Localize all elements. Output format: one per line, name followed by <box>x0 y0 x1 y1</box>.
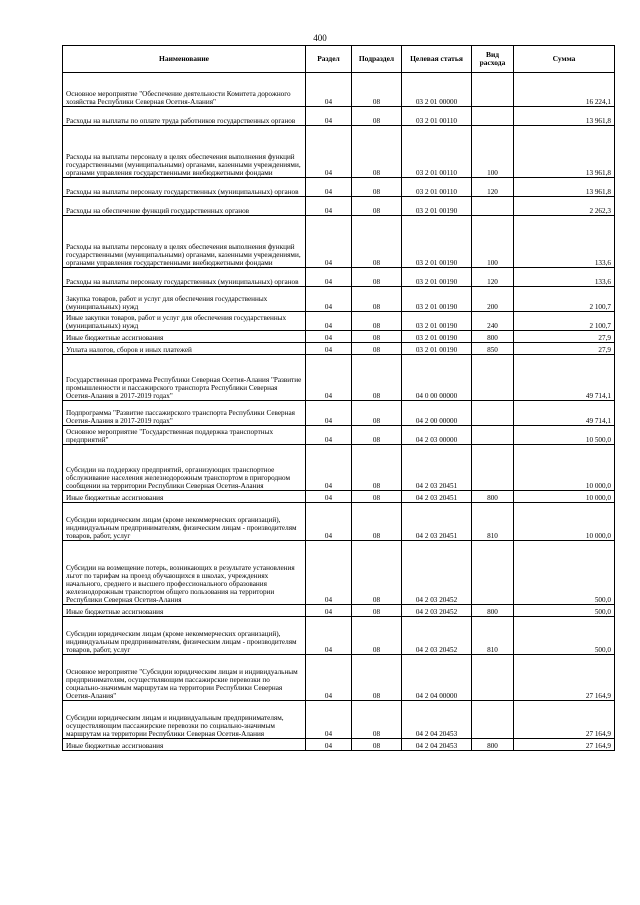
row-podrazdel: 08 <box>352 178 402 197</box>
row-razdel: 04 <box>306 331 352 343</box>
header-razdel: Раздел <box>306 46 352 73</box>
row-sum: 27,9 <box>514 331 615 343</box>
row-sum: 27 164,9 <box>514 701 615 739</box>
row-razdel: 04 <box>306 605 352 617</box>
row-sum: 500,0 <box>514 605 615 617</box>
row-target-article: 03 2 01 00190 <box>402 312 472 331</box>
table-row <box>63 503 615 541</box>
row-expense-type <box>472 541 514 605</box>
table-row <box>63 197 615 216</box>
row-target-article: 03 2 01 00190 <box>402 268 472 287</box>
row-sum: 10 000,0 <box>514 503 615 541</box>
row-expense-type: 850 <box>472 343 514 355</box>
row-podrazdel: 08 <box>352 73 402 107</box>
row-target-article: 03 2 01 00000 <box>402 73 472 107</box>
row-razdel: 04 <box>306 197 352 216</box>
row-razdel: 04 <box>306 541 352 605</box>
row-expense-type: 120 <box>472 178 514 197</box>
table-row <box>63 445 615 491</box>
row-razdel: 04 <box>306 739 352 751</box>
row-expense-type: 800 <box>472 739 514 751</box>
row-name: Расходы на выплаты персоналу государственных (муниципальных) органов <box>63 268 306 287</box>
row-target-article: 04 2 03 20452 <box>402 617 472 655</box>
row-name: Расходы на обеспечение функций государственных органов <box>63 197 306 216</box>
row-podrazdel: 08 <box>352 401 402 426</box>
row-target-article: 04 2 04 00000 <box>402 655 472 701</box>
row-name: Субсидии на поддержку предприятий, организующих транспортное обслуживание населения железнодорожным транспортом в пригородном сообщении на территории Республики Северная Осетия-Алания <box>63 445 306 491</box>
row-sum: 133,6 <box>514 268 615 287</box>
table-row <box>63 343 615 355</box>
row-podrazdel: 08 <box>352 503 402 541</box>
row-expense-type <box>472 197 514 216</box>
row-expense-type: 100 <box>472 216 514 268</box>
row-target-article: 04 2 03 00000 <box>402 426 472 445</box>
table-header-row <box>63 46 615 73</box>
row-expense-type <box>472 401 514 426</box>
row-sum: 500,0 <box>514 617 615 655</box>
row-podrazdel: 08 <box>352 107 402 126</box>
table-row <box>63 312 615 331</box>
row-name: Субсидии юридическим лицам и индивидуальным предпринимателям, осуществляющим пассажирские перевозки по социально-значимым маршрутам на территории Республики Северная Осетия-Алания <box>63 701 306 739</box>
row-podrazdel: 08 <box>352 445 402 491</box>
row-podrazdel: 08 <box>352 617 402 655</box>
row-razdel: 04 <box>306 355 352 401</box>
table-row <box>63 701 615 739</box>
row-razdel: 04 <box>306 343 352 355</box>
row-sum: 500,0 <box>514 541 615 605</box>
row-razdel: 04 <box>306 312 352 331</box>
row-sum: 13 961,8 <box>514 126 615 178</box>
row-target-article: 04 2 03 20451 <box>402 491 472 503</box>
table-row <box>63 126 615 178</box>
table-row <box>63 655 615 701</box>
row-razdel: 04 <box>306 178 352 197</box>
table-row <box>63 401 615 426</box>
row-name: Основное мероприятие "Обеспечение деятельности Комитета дорожного хозяйства Республики Северная Осетия-Алания" <box>63 73 306 107</box>
row-target-article: 03 2 01 00190 <box>402 197 472 216</box>
row-expense-type: 240 <box>472 312 514 331</box>
row-expense-type: 800 <box>472 605 514 617</box>
row-expense-type <box>472 701 514 739</box>
row-podrazdel: 08 <box>352 331 402 343</box>
row-name: Иные закупки товаров, работ и услуг для обеспечения государственных (муниципальных) нужд <box>63 312 306 331</box>
row-razdel: 04 <box>306 216 352 268</box>
row-razdel: 04 <box>306 126 352 178</box>
row-podrazdel: 08 <box>352 126 402 178</box>
row-expense-type: 200 <box>472 287 514 312</box>
table-row <box>63 268 615 287</box>
row-name: Иные бюджетные ассигнования <box>63 605 306 617</box>
row-sum: 13 961,8 <box>514 178 615 197</box>
row-expense-type: 120 <box>472 268 514 287</box>
row-name: Иные бюджетные ассигнования <box>63 739 306 751</box>
row-target-article: 04 2 03 20452 <box>402 541 472 605</box>
row-sum: 10 000,0 <box>514 491 615 503</box>
table-row <box>63 605 615 617</box>
row-name: Субсидии юридическим лицам (кроме некоммерческих организаций), индивидуальным предпринимателям, физическим лицам - производителям товаров, работ, услуг <box>63 503 306 541</box>
table-row <box>63 541 615 605</box>
row-podrazdel: 08 <box>352 491 402 503</box>
row-name: Уплата налогов, сборов и иных платежей <box>63 343 306 355</box>
table-row <box>63 331 615 343</box>
row-podrazdel: 08 <box>352 541 402 605</box>
row-name: Расходы на выплаты персоналу государственных (муниципальных) органов <box>63 178 306 197</box>
row-name: Подпрограмма "Развитие пассажирского транспорта Республики Северная Осетия-Алания в 2017-2019 годах" <box>63 401 306 426</box>
row-name: Расходы на выплаты персоналу в целях обеспечения выполнения функций государственными (муниципальными) органами, казенными учреждениями, органами управления государственными внебюджетными фондами <box>63 216 306 268</box>
row-podrazdel: 08 <box>352 197 402 216</box>
row-name: Иные бюджетные ассигнования <box>63 331 306 343</box>
row-sum: 16 224,1 <box>514 73 615 107</box>
row-sum: 10 500,0 <box>514 426 615 445</box>
row-target-article: 04 2 04 20453 <box>402 739 472 751</box>
header-podrazdel: Подраздел <box>352 46 402 73</box>
row-expense-type: 800 <box>472 331 514 343</box>
row-target-article: 03 2 01 00190 <box>402 216 472 268</box>
row-target-article: 03 2 01 00190 <box>402 331 472 343</box>
budget-table <box>62 45 615 751</box>
page-number: 400 <box>313 33 327 43</box>
row-sum: 2 262,3 <box>514 197 615 216</box>
row-podrazdel: 08 <box>352 701 402 739</box>
row-name: Государственная программа Республики Северная Осетия-Алания "Развитие промышленности и пассажирского транспорта Республики Северная Осетия-Алания в 2017-2019 годах" <box>63 355 306 401</box>
row-target-article: 04 2 03 20452 <box>402 605 472 617</box>
row-sum: 13 961,8 <box>514 107 615 126</box>
row-target-article: 03 2 01 00190 <box>402 287 472 312</box>
row-expense-type <box>472 445 514 491</box>
row-expense-type <box>472 107 514 126</box>
row-razdel: 04 <box>306 701 352 739</box>
table-row <box>63 617 615 655</box>
table-row <box>63 426 615 445</box>
table-row <box>63 739 615 751</box>
row-name: Расходы на выплаты персоналу в целях обеспечения выполнения функций государственными (муниципальными) органами, казенными учреждениями, органами управления государственными внебюджетными фондами <box>63 126 306 178</box>
row-name: Субсидии на возмещение потерь, возникающих в результате установления льгот по тарифам на проезд обучающихся в школах, учреждениях начального, среднего и высшего профессионального образования железнодорожным транспортом общего пользования на территории Республики Северная Осетия-Алания <box>63 541 306 605</box>
table-row <box>63 287 615 312</box>
row-target-article: 03 2 01 00110 <box>402 107 472 126</box>
row-expense-type <box>472 426 514 445</box>
row-target-article: 04 2 04 20453 <box>402 701 472 739</box>
row-podrazdel: 08 <box>352 355 402 401</box>
row-razdel: 04 <box>306 445 352 491</box>
row-expense-type <box>472 655 514 701</box>
row-sum: 133,6 <box>514 216 615 268</box>
row-podrazdel: 08 <box>352 739 402 751</box>
row-expense-type: 100 <box>472 126 514 178</box>
row-podrazdel: 08 <box>352 287 402 312</box>
header-name: Наименование <box>63 46 306 73</box>
row-razdel: 04 <box>306 268 352 287</box>
row-name: Основное мероприятие "Субсидии юридическим лицам и индивидуальным предпринимателям, осуществляющим пассажирские перевозки по социально-значимым маршрутам на территории Республики Северная Осетия-Алания" <box>63 655 306 701</box>
row-sum: 27 164,9 <box>514 655 615 701</box>
row-razdel: 04 <box>306 287 352 312</box>
header-expense-type: Вид расхода <box>472 46 514 73</box>
table-row <box>63 73 615 107</box>
row-podrazdel: 08 <box>352 216 402 268</box>
row-razdel: 04 <box>306 401 352 426</box>
row-razdel: 04 <box>306 655 352 701</box>
row-target-article: 03 2 01 00190 <box>402 343 472 355</box>
row-name: Субсидии юридическим лицам (кроме некоммерческих организаций), индивидуальным предпринимателям, физическим лицам - производителям товаров, работ, услуг <box>63 617 306 655</box>
row-razdel: 04 <box>306 107 352 126</box>
row-podrazdel: 08 <box>352 268 402 287</box>
row-podrazdel: 08 <box>352 312 402 331</box>
table-row <box>63 355 615 401</box>
header-sum: Сумма <box>514 46 615 73</box>
row-name: Иные бюджетные ассигнования <box>63 491 306 503</box>
row-razdel: 04 <box>306 426 352 445</box>
row-target-article: 04 0 00 00000 <box>402 355 472 401</box>
row-sum: 27 164,9 <box>514 739 615 751</box>
row-target-article: 04 2 03 20451 <box>402 503 472 541</box>
row-expense-type: 800 <box>472 491 514 503</box>
table-row <box>63 216 615 268</box>
row-sum: 10 000,0 <box>514 445 615 491</box>
row-expense-type <box>472 73 514 107</box>
table-body <box>63 73 615 751</box>
row-razdel: 04 <box>306 617 352 655</box>
row-expense-type: 810 <box>472 503 514 541</box>
row-target-article: 03 2 01 00110 <box>402 178 472 197</box>
row-podrazdel: 08 <box>352 343 402 355</box>
row-razdel: 04 <box>306 73 352 107</box>
row-expense-type <box>472 355 514 401</box>
row-sum: 49 714,1 <box>514 401 615 426</box>
row-podrazdel: 08 <box>352 605 402 617</box>
row-podrazdel: 08 <box>352 426 402 445</box>
row-expense-type: 810 <box>472 617 514 655</box>
row-sum: 2 100,7 <box>514 287 615 312</box>
table-row <box>63 107 615 126</box>
row-podrazdel: 08 <box>352 655 402 701</box>
row-target-article: 04 2 03 20451 <box>402 445 472 491</box>
row-name: Расходы на выплаты по оплате труда работников государственных органов <box>63 107 306 126</box>
table-row <box>63 178 615 197</box>
row-sum: 27,9 <box>514 343 615 355</box>
row-name: Закупка товаров, работ и услуг для обеспечения государственных (муниципальных) нужд <box>63 287 306 312</box>
table-row <box>63 491 615 503</box>
row-razdel: 04 <box>306 503 352 541</box>
row-razdel: 04 <box>306 491 352 503</box>
row-target-article: 03 2 01 00110 <box>402 126 472 178</box>
row-name: Основное мероприятие "Государственная поддержка транспортных предприятий" <box>63 426 306 445</box>
row-sum: 2 100,7 <box>514 312 615 331</box>
row-target-article: 04 2 00 00000 <box>402 401 472 426</box>
row-sum: 49 714,1 <box>514 355 615 401</box>
header-target-article: Целевая статья <box>402 46 472 73</box>
